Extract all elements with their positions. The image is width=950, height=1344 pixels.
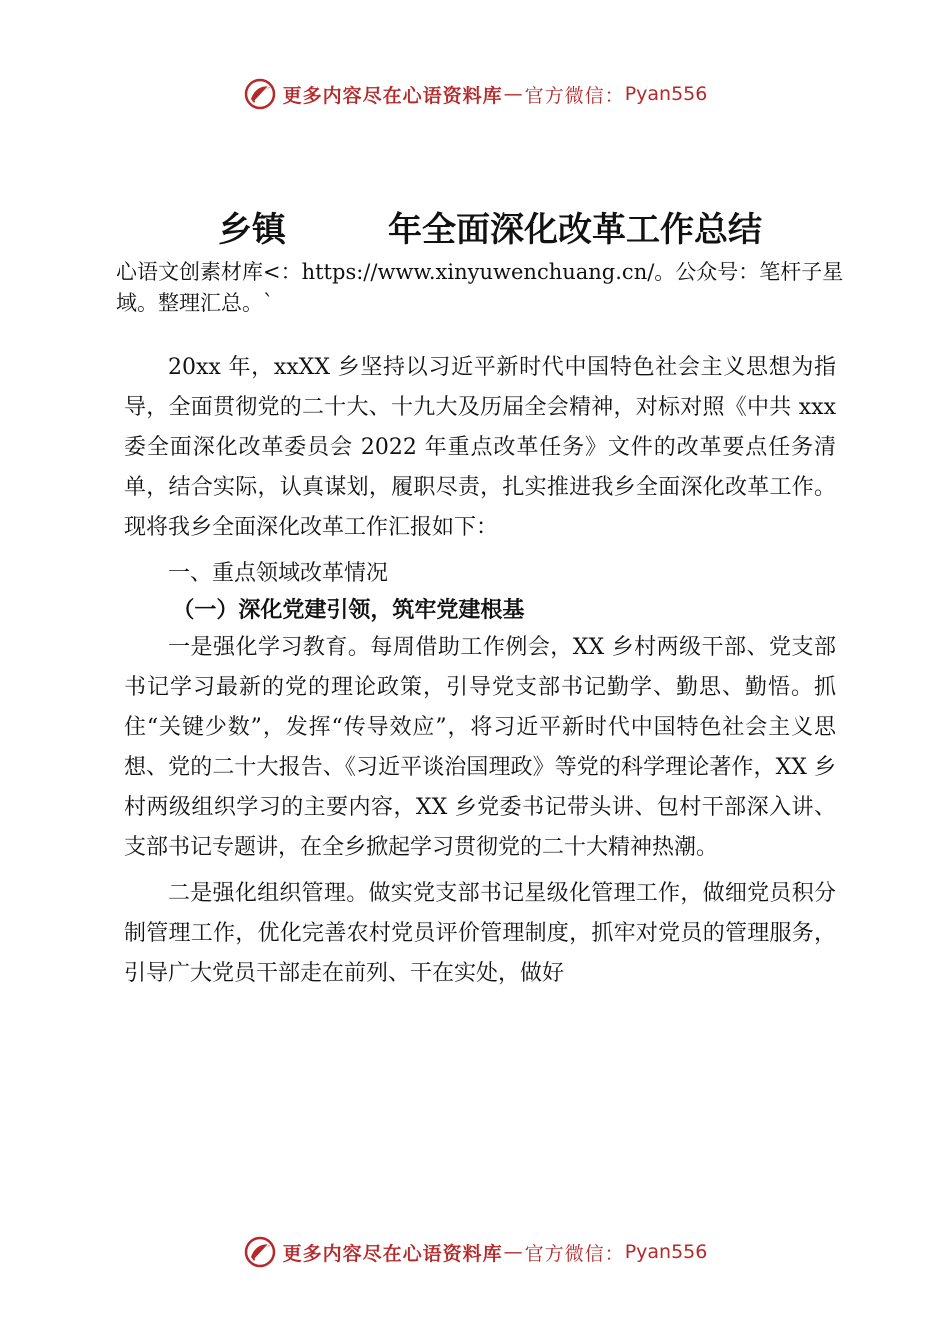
body-paragraph-1: 一是强化学习教育。每周借助工作例会，XX 乡村两级干部、党支部书记学习最新的党的理论政策，引导党支部书记勤学、勤思、勤悟。抓住“关键少数”，发挥“传导效应”，将习近平新时代中国特色社会主义思想、党的二十大报告、《习近平谈治国理政》等党的科学理论著作，XX 乡村两级组织学习的主要内容，XX 乡党委书记带头讲、包村干部深入讲、支部书记专题讲，在全乡掀起学习贯彻党的二十大精神热潮。 <box>124 635 836 860</box>
intro-paragraph: 20xx 年，xxXX 乡坚持以习近平新时代中国特色社会主义思想为指导，全面贯彻党的二十大、十九大及历届全会精神，对标对照《中共 xxx 委全面深化改革委员会 2022 年重点改革任务》文件的改革要点任务清单，结合实际，认真谋划，履职尽责，扎实推进我乡全面深化改革工作。现将我乡全面深化改革工作汇报如下： <box>124 355 836 540</box>
watermark-wechat-id: Pyan556 <box>624 1241 708 1263</box>
brush-logo-icon <box>243 1235 277 1269</box>
document-body <box>124 348 836 1000</box>
watermark-dash: — <box>503 1241 524 1263</box>
watermark-channel: 官方微信： <box>524 1242 625 1265</box>
watermark-header <box>0 74 950 114</box>
watermark-dash: — <box>503 83 524 105</box>
title-part-right: 年全面深化改革工作总结 <box>388 210 762 250</box>
watermark-brand: 更多内容尽在心语资料库 <box>282 84 503 107</box>
watermark-channel: 官方微信： <box>524 84 625 107</box>
section-heading: 一、重点领域改革情况 <box>168 561 389 586</box>
subsection-heading: （一）深化党建引领，筑牢党建根基 <box>172 598 525 623</box>
title-part-left: 乡镇 <box>218 210 286 250</box>
source-note: 心语文创素材库<：https://www.xinyuwenchuang.cn/。公众号：笔杆子星域。整理汇总。` <box>116 260 844 315</box>
watermark-brand: 更多内容尽在心语资料库 <box>282 1242 503 1265</box>
document-title <box>0 202 950 254</box>
watermark-wechat-id: Pyan556 <box>624 83 708 105</box>
body-paragraph-2: 二是强化组织管理。做实党支部书记星级化管理工作，做细党员积分制管理工作，优化完善农村党员评价管理制度，抓牢对党员的管理服务，引导广大党员干部走在前列、干在实处，做好 <box>124 881 836 986</box>
brush-logo-icon <box>243 77 277 111</box>
watermark-footer <box>0 1232 950 1272</box>
